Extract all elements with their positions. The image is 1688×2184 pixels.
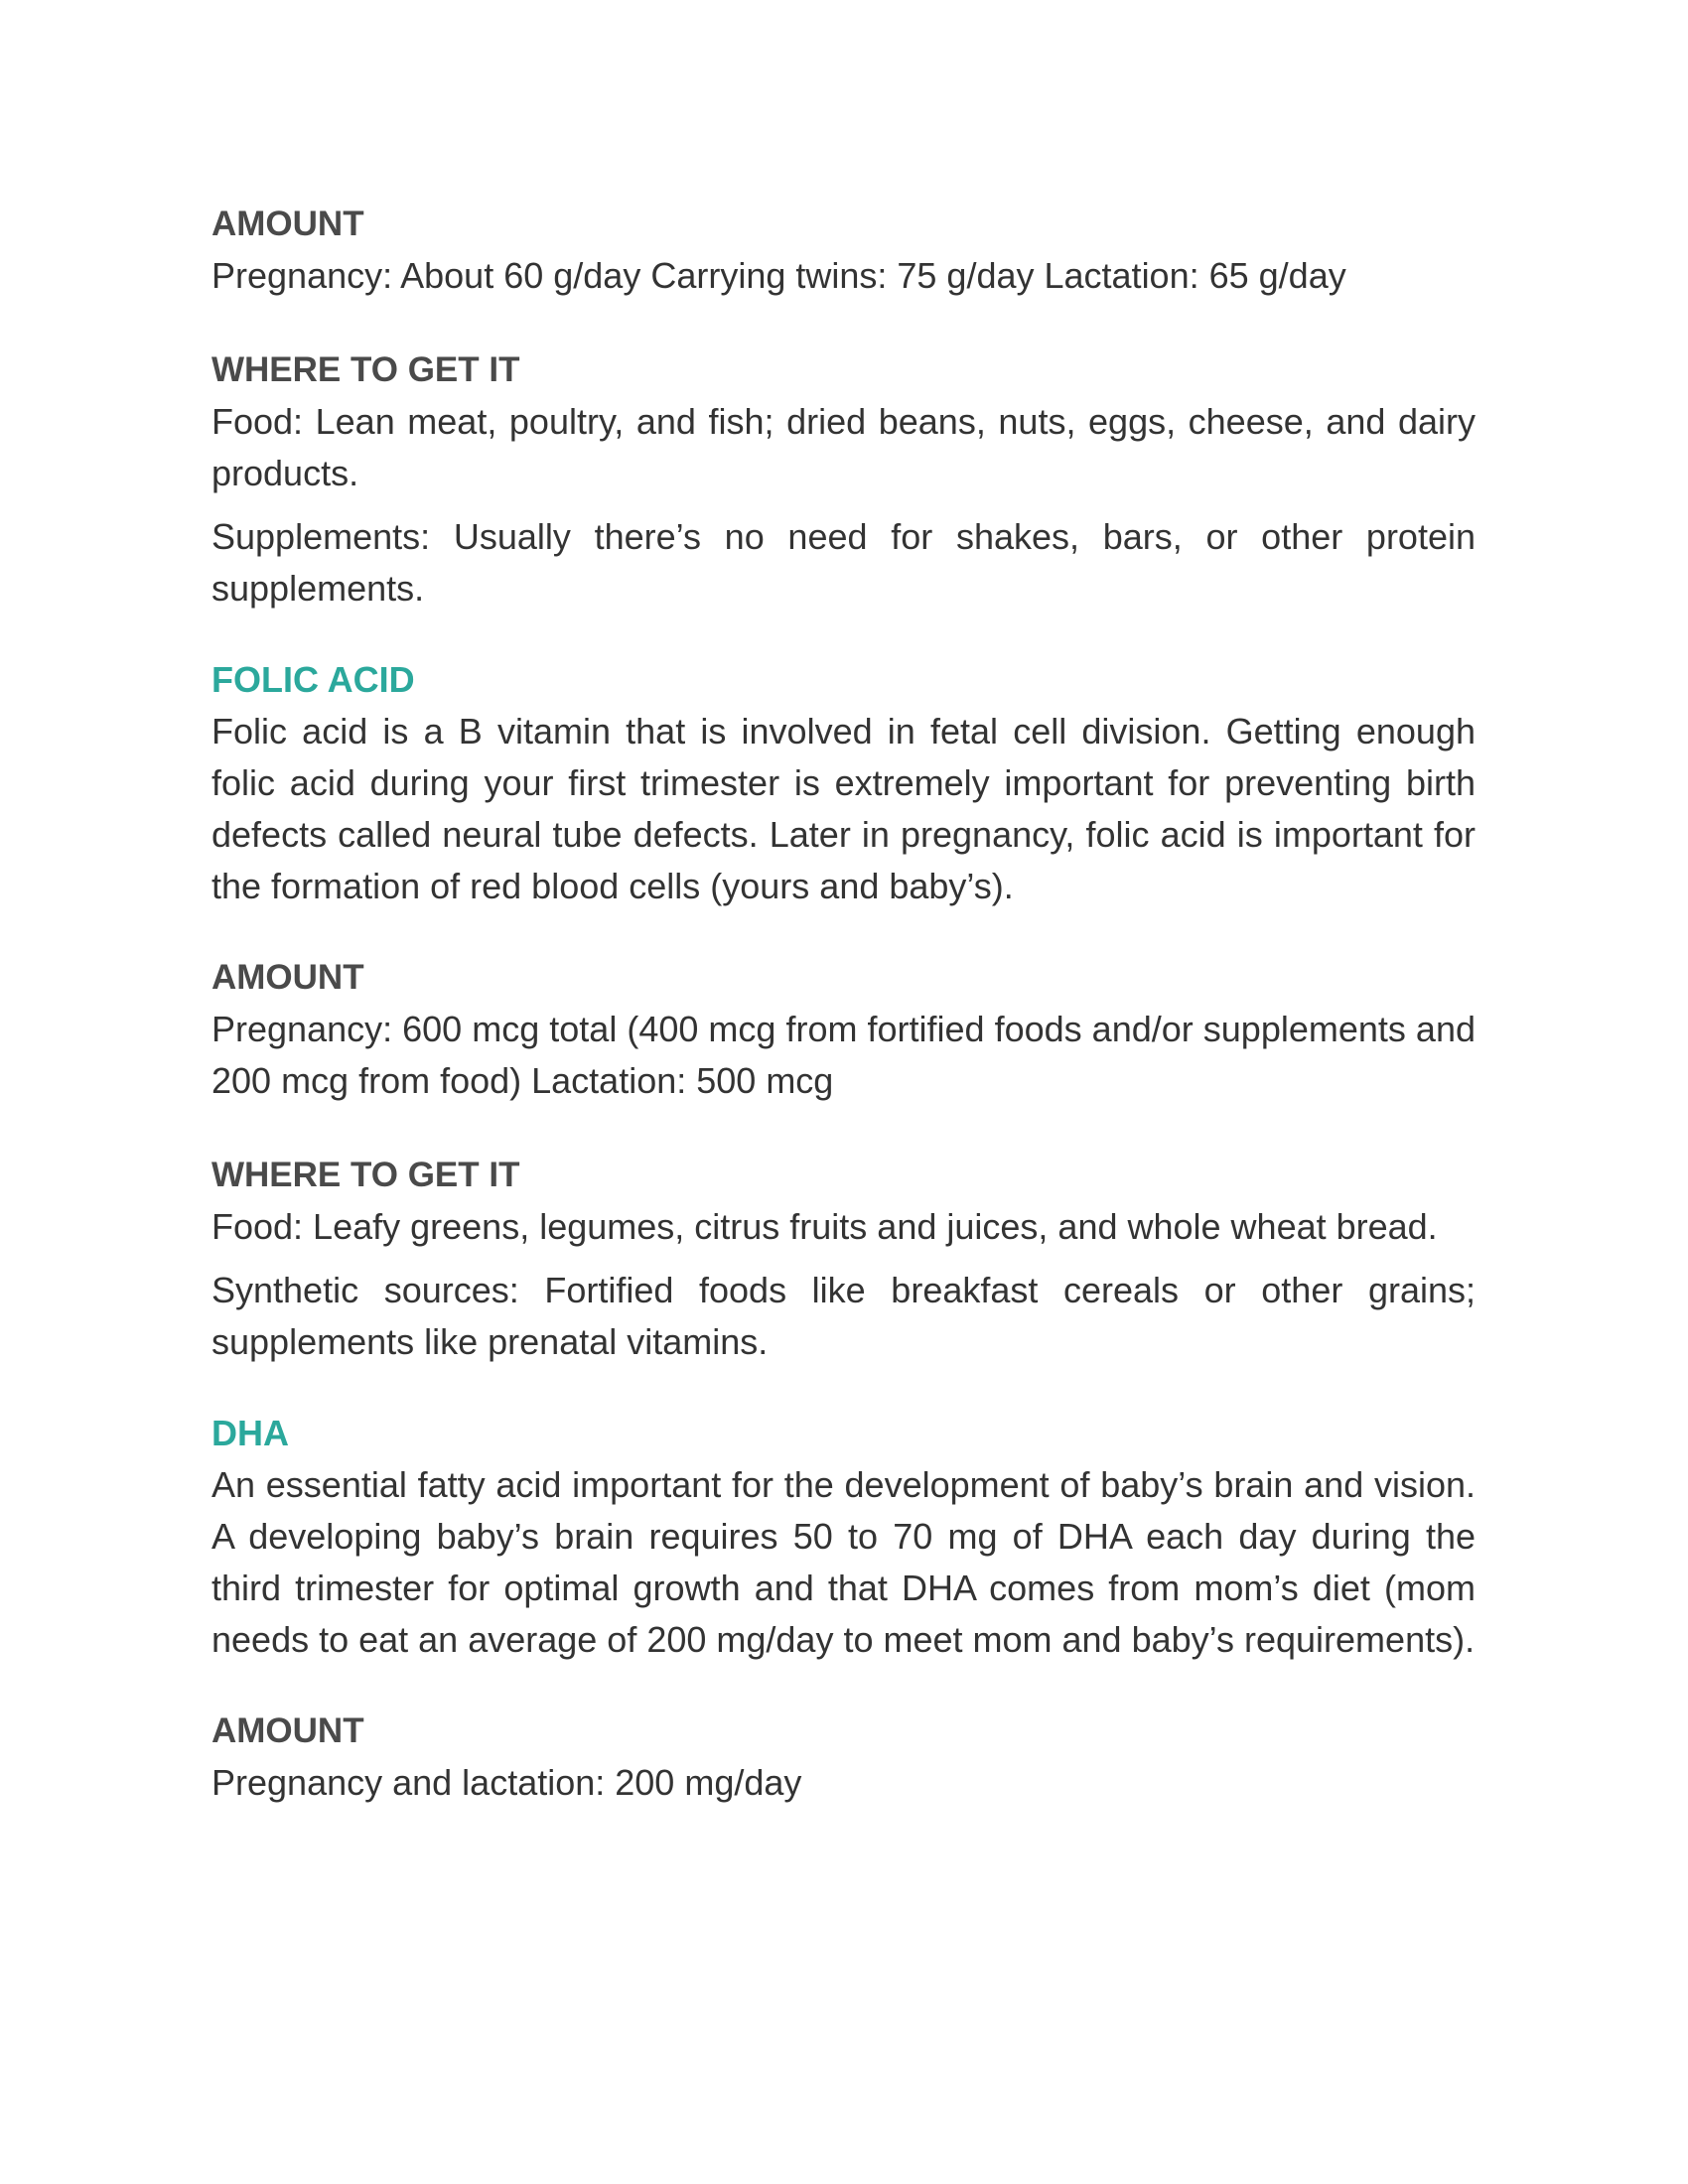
folic-acid-heading: FOLIC ACID [211,659,415,700]
dha-amount-text: Pregnancy and lactation: 200 mg/day [211,1762,802,1803]
folic-acid-where-label: WHERE TO GET IT [211,1156,520,1194]
folic-acid-section [211,654,1476,1368]
dha-amount-label: AMOUNT [211,1711,364,1750]
protein-amount-label: AMOUNT [211,205,364,243]
protein-supplements-text: Supplements: Usually there’s no need for shakes, bars, or other protein supplements. [211,516,1476,609]
protein-section [211,199,1476,614]
dha-section [211,1408,1476,1809]
dha-description: An essential fatty acid important for the development of baby’s brain and vision. A developing baby’s brain requires 50 to 70 mg of DHA each day during the third trimester for optimal growth and that DHA comes from mom’s diet (mom needs to eat an average of 200 mg/day to meet mom and baby’s requirements). [211,1464,1476,1660]
folic-acid-food-text: Food: Leafy greens, legumes, citrus fruits and juices, and whole wheat bread. [211,1206,1438,1247]
folic-acid-amount-label: AMOUNT [211,958,364,997]
folic-acid-amount-text: Pregnancy: 600 mcg total (400 mcg from fortified foods and/or supplements and 200 mcg from food) Lactation: 500 mcg [211,1009,1476,1101]
dha-heading: DHA [211,1413,289,1453]
protein-where-label: WHERE TO GET IT [211,350,520,389]
document-page [211,199,1476,1809]
protein-amount-text: Pregnancy: About 60 g/day Carrying twins: 75 g/day Lactation: 65 g/day [211,255,1346,296]
folic-acid-synthetic-text: Synthetic sources: Fortified foods like breakfast cereals or other grains; supplements like prenatal vitamins. [211,1270,1476,1362]
folic-acid-description: Folic acid is a B vitamin that is involved in fetal cell division. Getting enough folic acid during your first trimester is extremely important for preventing birth defects called neural tube defects. Later in pregnancy, folic acid is important for the formation of red blood cells (yours and baby’s). [211,711,1476,906]
protein-food-text: Food: Lean meat, poultry, and fish; dried beans, nuts, eggs, cheese, and dairy products. [211,401,1476,493]
